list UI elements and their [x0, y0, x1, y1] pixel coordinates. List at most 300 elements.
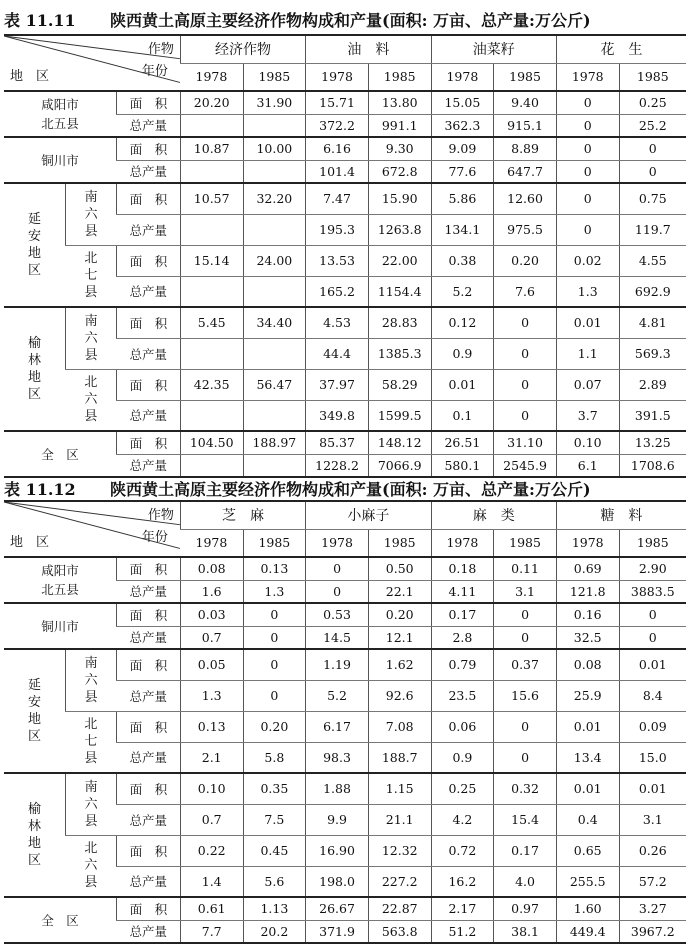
item-label: 面 积	[117, 649, 181, 680]
table-cell: 44.4	[306, 338, 369, 369]
table-cell: 0	[556, 183, 619, 214]
region-name-char: 延	[28, 678, 42, 693]
table-row	[4, 137, 686, 160]
table-cell: 23.5	[431, 680, 494, 711]
table-cell: 15.05	[431, 91, 494, 114]
table-cell: 104.50	[180, 431, 243, 454]
table-cell: 1228.2	[306, 454, 369, 477]
table-cell: 15.14	[180, 245, 243, 276]
table-cell	[243, 160, 306, 183]
crop-header: 麻 类	[431, 501, 556, 529]
table-cell: 1.1	[556, 338, 619, 369]
table-cell: 0.25	[431, 773, 494, 804]
table-cell	[180, 454, 243, 477]
region-cell	[4, 431, 117, 477]
year-header: 1978	[431, 529, 494, 557]
item-label: 总产量	[117, 214, 181, 245]
table-cell: 0.61	[180, 897, 243, 920]
table-cell: 0.17	[431, 603, 494, 626]
table-cell: 15.71	[306, 91, 369, 114]
region-name-char: 林	[28, 353, 42, 368]
table-cell: 15.0	[619, 742, 686, 773]
table-cell: 7066.9	[368, 454, 431, 477]
region-name-char: 榆	[28, 336, 42, 351]
county-group-cell	[66, 307, 117, 369]
table-cell: 1.60	[556, 897, 619, 920]
table-cell: 8.4	[619, 680, 686, 711]
table-cell: 26.67	[306, 897, 369, 920]
region-name: 全 区	[41, 447, 79, 462]
region-cell	[4, 557, 117, 603]
region-yulin	[4, 307, 66, 431]
table-cell	[180, 276, 243, 307]
year-header: 1978	[180, 529, 243, 557]
table-cell: 188.97	[243, 431, 306, 454]
table-cell: 349.8	[306, 400, 369, 431]
table-cell: 32.20	[243, 183, 306, 214]
table-cell: 0.22	[180, 835, 243, 866]
county-name-char: 县	[84, 689, 98, 705]
table-cell: 2.90	[619, 557, 686, 580]
table-cell: 3.1	[619, 804, 686, 835]
table-cell: 372.2	[306, 114, 369, 137]
table-cell: 42.35	[180, 369, 243, 400]
table-cell	[243, 214, 306, 245]
table-caption	[4, 477, 591, 500]
crop-header: 油菜籽	[431, 35, 556, 63]
table-cell: 0.13	[243, 557, 306, 580]
table-cell: 4.53	[306, 307, 369, 338]
table-cell: 1.15	[368, 773, 431, 804]
item-label: 面 积	[117, 183, 181, 214]
region-cell	[4, 603, 117, 649]
table-row	[4, 603, 686, 626]
table-cell: 5.86	[431, 183, 494, 214]
table-cell: 0	[243, 603, 306, 626]
item-label: 总产量	[117, 160, 181, 183]
table-cell: 0.20	[494, 245, 557, 276]
table-cell: 0	[494, 626, 557, 649]
county-name-char: 县	[84, 813, 98, 829]
table-row	[4, 711, 686, 742]
table-cell: 1.13	[243, 897, 306, 920]
table-row	[4, 773, 686, 804]
table-cell: 0.01	[619, 773, 686, 804]
table-cell: 362.3	[431, 114, 494, 137]
header-year-label: 年份	[141, 530, 168, 545]
table-cell: 26.51	[431, 431, 494, 454]
table-cell: 0	[619, 626, 686, 649]
table-cell: 1.19	[306, 649, 369, 680]
table-cell: 51.2	[431, 920, 494, 943]
table-cell: 12.60	[494, 183, 557, 214]
table-cell: 16.90	[306, 835, 369, 866]
region-name-char: 延	[28, 212, 42, 227]
table-cell: 569.3	[619, 338, 686, 369]
table-cell: 0.11	[494, 557, 557, 580]
table-cell: 0	[494, 711, 557, 742]
table-cell: 0.37	[494, 649, 557, 680]
region-yanan	[4, 183, 66, 307]
table-cell: 0.65	[556, 835, 619, 866]
table-cell: 0	[556, 214, 619, 245]
table-cell: 0.18	[431, 557, 494, 580]
header-corner	[4, 501, 180, 557]
table-cell: 2.17	[431, 897, 494, 920]
table-cell: 6.16	[306, 137, 369, 160]
table-cell: 0.32	[494, 773, 557, 804]
region-name-char: 安	[28, 229, 42, 244]
table-cell: 1263.8	[368, 214, 431, 245]
crop-table	[4, 34, 686, 478]
table-cell: 10.87	[180, 137, 243, 160]
year-header: 1985	[243, 529, 306, 557]
item-label: 总产量	[117, 338, 181, 369]
item-label: 面 积	[117, 557, 181, 580]
table-cell: 0	[619, 603, 686, 626]
county-name-char: 六	[84, 672, 98, 688]
table-cell: 692.9	[619, 276, 686, 307]
county-name-char: 县	[84, 223, 98, 239]
region-name-char: 林	[28, 819, 42, 834]
item-label: 面 积	[117, 773, 181, 804]
table-cell: 3967.2	[619, 920, 686, 943]
table-cell: 1.3	[243, 580, 306, 603]
county-group-cell	[66, 711, 117, 773]
county-name-char: 南	[84, 313, 98, 329]
table-cell: 1708.6	[619, 454, 686, 477]
year-header: 1985	[619, 63, 686, 91]
table-cell: 391.5	[619, 400, 686, 431]
county-name-char: 北	[84, 841, 98, 857]
county-name-char: 县	[84, 409, 98, 425]
table-cell: 0.01	[556, 307, 619, 338]
table-cell: 9.40	[494, 91, 557, 114]
table-cell: 2545.9	[494, 454, 557, 477]
table-title: 陕西黄土高原主要经济作物构成和产量(面积: 万亩、总产量:万公斤)	[110, 11, 591, 30]
crop-header: 糖 料	[556, 501, 686, 529]
table-cell: 1385.3	[368, 338, 431, 369]
table-cell: 38.1	[494, 920, 557, 943]
table-cell	[180, 214, 243, 245]
table-cell: 1.62	[368, 649, 431, 680]
region-name: 铜川市	[41, 153, 79, 168]
county-group-cell	[66, 649, 117, 711]
county-name-char: 六	[84, 858, 98, 874]
region-name-char: 地	[28, 836, 42, 851]
table-cell: 0.08	[556, 649, 619, 680]
county-name-char: 六	[84, 796, 98, 812]
table-cell: 134.1	[431, 214, 494, 245]
table-cell: 31.10	[494, 431, 557, 454]
item-label: 总产量	[117, 866, 181, 897]
crop-header: 花 生	[556, 35, 686, 63]
table-cell	[180, 160, 243, 183]
table-cell: 0.09	[619, 711, 686, 742]
table-cell: 34.40	[243, 307, 306, 338]
table-cell: 0.03	[180, 603, 243, 626]
region-yulin	[4, 773, 66, 897]
table-cell: 0.35	[243, 773, 306, 804]
table-cell	[180, 400, 243, 431]
table-cell: 3883.5	[619, 580, 686, 603]
item-label: 总产量	[117, 626, 181, 649]
table-cell: 0.72	[431, 835, 494, 866]
table-cell: 0	[306, 557, 369, 580]
table-cell: 20.20	[180, 91, 243, 114]
item-label: 面 积	[117, 91, 181, 114]
year-header: 1978	[306, 63, 369, 91]
county-group-cell	[66, 773, 117, 835]
table-cell: 3.1	[494, 580, 557, 603]
item-label: 总产量	[117, 400, 181, 431]
header-crop-label: 作物	[147, 42, 174, 57]
table-cell: 15.4	[494, 804, 557, 835]
year-header: 1985	[494, 63, 557, 91]
table-cell: 0.10	[556, 431, 619, 454]
table-cell: 7.47	[306, 183, 369, 214]
table-cell: 0.45	[243, 835, 306, 866]
table-cell: 4.81	[619, 307, 686, 338]
table-cell: 5.2	[306, 680, 369, 711]
table-cell: 57.2	[619, 866, 686, 897]
table-cell: 5.8	[243, 742, 306, 773]
region-name-char: 地	[28, 370, 42, 385]
table-cell	[243, 454, 306, 477]
table-cell: 1154.4	[368, 276, 431, 307]
table-cell: 9.9	[306, 804, 369, 835]
table-cell: 227.2	[368, 866, 431, 897]
table-cell: 7.6	[494, 276, 557, 307]
header-corner	[4, 35, 180, 91]
table-cell: 1.88	[306, 773, 369, 804]
table-cell: 0.7	[180, 626, 243, 649]
region-name: 北五县	[41, 582, 79, 597]
table-cell: 0	[556, 160, 619, 183]
county-name-char: 六	[84, 206, 98, 222]
table-cell: 0.02	[556, 245, 619, 276]
table-cell: 119.7	[619, 214, 686, 245]
county-name-char: 南	[84, 655, 98, 671]
table-cell: 9.09	[431, 137, 494, 160]
header-row-crops	[4, 35, 686, 63]
table-cell: 0.53	[306, 603, 369, 626]
crop-table	[4, 500, 686, 944]
item-label: 面 积	[117, 897, 181, 920]
table-cell: 672.8	[368, 160, 431, 183]
header-region-label: 地 区	[10, 535, 50, 550]
region-name: 全 区	[41, 913, 79, 928]
year-header: 1985	[368, 63, 431, 91]
year-header: 1978	[306, 529, 369, 557]
header-row-crops	[4, 501, 686, 529]
year-header: 1985	[619, 529, 686, 557]
county-name-char: 县	[84, 751, 98, 767]
table-cell: 0.38	[431, 245, 494, 276]
year-header: 1978	[556, 529, 619, 557]
county-name-char: 北	[84, 375, 98, 391]
table-row	[4, 557, 686, 580]
table-cell: 580.1	[431, 454, 494, 477]
table-cell: 4.11	[431, 580, 494, 603]
table-row	[4, 369, 686, 400]
table-cell: 915.1	[494, 114, 557, 137]
table-cell: 5.2	[431, 276, 494, 307]
table-cell	[243, 400, 306, 431]
table-row	[4, 897, 686, 920]
header-year-label: 年份	[141, 64, 168, 79]
table-cell: 8.89	[494, 137, 557, 160]
item-label: 面 积	[117, 245, 181, 276]
table-cell	[180, 338, 243, 369]
table-cell: 24.00	[243, 245, 306, 276]
table-number: 表 11.12	[4, 480, 76, 499]
table-cell: 14.5	[306, 626, 369, 649]
table-cell: 3.27	[619, 897, 686, 920]
table-cell: 0.13	[180, 711, 243, 742]
county-name-char: 南	[84, 779, 98, 795]
table-cell: 165.2	[306, 276, 369, 307]
region-name-char: 地	[28, 246, 42, 261]
table-cell: 1599.5	[368, 400, 431, 431]
table-cell: 0.16	[556, 603, 619, 626]
table-cell: 25.2	[619, 114, 686, 137]
table-cell: 2.89	[619, 369, 686, 400]
table-cell: 0.01	[619, 649, 686, 680]
region-name-char: 区	[28, 853, 42, 868]
table-row	[4, 307, 686, 338]
table-cell: 0.69	[556, 557, 619, 580]
table-cell: 0.05	[180, 649, 243, 680]
item-label: 面 积	[117, 307, 181, 338]
table-cell: 15.6	[494, 680, 557, 711]
table-cell: 10.57	[180, 183, 243, 214]
table-cell: 0.9	[431, 742, 494, 773]
region-name: 北五县	[41, 116, 79, 131]
table-cell: 198.0	[306, 866, 369, 897]
table-cell: 22.87	[368, 897, 431, 920]
table-cell: 0	[494, 400, 557, 431]
table-cell: 0	[556, 91, 619, 114]
county-group-cell	[66, 835, 117, 897]
table-cell: 0.7	[180, 804, 243, 835]
table-cell: 371.9	[306, 920, 369, 943]
table-cell: 0.9	[431, 338, 494, 369]
table-cell: 0	[556, 137, 619, 160]
table-cell: 563.8	[368, 920, 431, 943]
table-cell: 16.2	[431, 866, 494, 897]
item-label: 面 积	[117, 137, 181, 160]
table-cell: 0	[494, 369, 557, 400]
table-cell	[243, 114, 306, 137]
item-label: 面 积	[117, 835, 181, 866]
header-crop-label: 作物	[147, 508, 174, 523]
item-label: 总产量	[117, 276, 181, 307]
table-cell: 0.4	[556, 804, 619, 835]
table-cell: 28.83	[368, 307, 431, 338]
table-cell: 0	[556, 114, 619, 137]
table-cell: 0	[306, 580, 369, 603]
table-cell: 101.4	[306, 160, 369, 183]
table-cell: 0	[494, 742, 557, 773]
table-cell: 0	[619, 160, 686, 183]
table-row	[4, 91, 686, 114]
table-cell: 255.5	[556, 866, 619, 897]
table-cell: 13.25	[619, 431, 686, 454]
table-cell: 25.9	[556, 680, 619, 711]
table-cell: 0.79	[431, 649, 494, 680]
table-cell: 991.1	[368, 114, 431, 137]
county-name-char: 南	[84, 189, 98, 205]
table-cell: 37.97	[306, 369, 369, 400]
crop-header: 芝 麻	[180, 501, 305, 529]
table-cell: 449.4	[556, 920, 619, 943]
region-name-char: 区	[28, 729, 42, 744]
table-cell: 22.1	[368, 580, 431, 603]
table-cell: 1.3	[556, 276, 619, 307]
table-cell: 2.1	[180, 742, 243, 773]
table-cell: 31.90	[243, 91, 306, 114]
table-cell: 15.90	[368, 183, 431, 214]
region-yanan	[4, 649, 66, 773]
crop-header: 油 料	[306, 35, 431, 63]
region-name: 咸阳市	[41, 97, 79, 112]
item-label: 面 积	[117, 431, 181, 454]
table-cell: 0.08	[180, 557, 243, 580]
table-cell: 58.29	[368, 369, 431, 400]
table-cell: 5.6	[243, 866, 306, 897]
region-name: 铜川市	[41, 619, 79, 634]
region-name-char: 区	[28, 387, 42, 402]
table-row	[4, 431, 686, 454]
year-header: 1978	[180, 63, 243, 91]
table-cell: 13.80	[368, 91, 431, 114]
year-header: 1985	[243, 63, 306, 91]
table-cell	[243, 276, 306, 307]
table-cell: 0.1	[431, 400, 494, 431]
item-label: 面 积	[117, 603, 181, 626]
table-cell: 975.5	[494, 214, 557, 245]
table-cell: 77.6	[431, 160, 494, 183]
table-cell: 0	[243, 680, 306, 711]
table-cell: 21.1	[368, 804, 431, 835]
table-cell: 6.1	[556, 454, 619, 477]
year-header: 1985	[368, 529, 431, 557]
table-cell: 5.45	[180, 307, 243, 338]
item-label: 总产量	[117, 114, 181, 137]
header-region-label: 地 区	[10, 69, 50, 84]
table-cell: 0.17	[494, 835, 557, 866]
table-cell: 7.7	[180, 920, 243, 943]
region-cell	[4, 91, 117, 137]
table-cell: 7.08	[368, 711, 431, 742]
table-cell	[243, 338, 306, 369]
item-label: 总产量	[117, 920, 181, 943]
table-cell: 20.2	[243, 920, 306, 943]
county-name-char: 七	[84, 734, 98, 750]
county-name-char: 县	[84, 875, 98, 891]
item-label: 面 积	[117, 369, 181, 400]
table-cell: 1.4	[180, 866, 243, 897]
table-cell: 6.17	[306, 711, 369, 742]
table-cell: 0.20	[243, 711, 306, 742]
table-cell: 12.1	[368, 626, 431, 649]
table-cell: 0.07	[556, 369, 619, 400]
table-cell: 0	[243, 649, 306, 680]
table-row	[4, 835, 686, 866]
table-cell: 56.47	[243, 369, 306, 400]
item-label: 总产量	[117, 742, 181, 773]
